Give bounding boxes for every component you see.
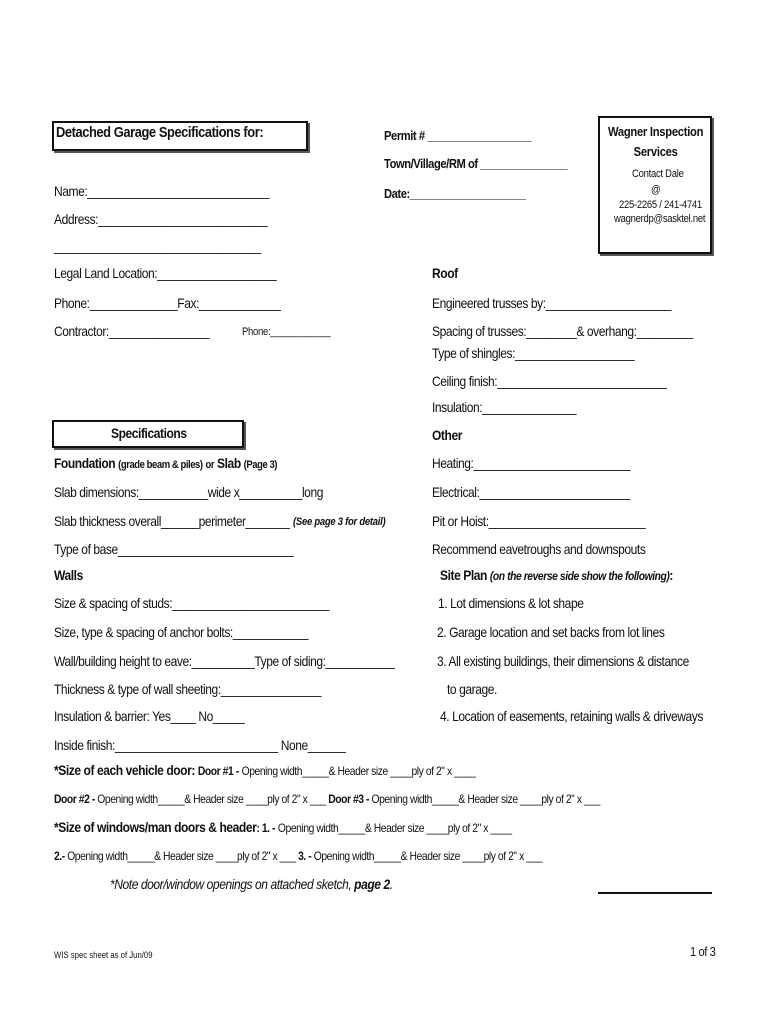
door2-field[interactable]: Opening width_____& Header size ____ply of 2" x ___ bbox=[97, 792, 326, 806]
slab-label: Slab bbox=[217, 455, 241, 471]
page-title: Detached Garage Specifications for: bbox=[56, 124, 264, 141]
vehicle-door-line bbox=[54, 762, 475, 778]
wall-insulation-field[interactable]: Insulation & barrier: Yes____ No_____ bbox=[54, 708, 245, 724]
window1-field[interactable]: Opening width_____& Header size ____ply of 2" x ____ bbox=[277, 821, 512, 835]
specifications-heading: Specifications bbox=[111, 425, 187, 441]
sketch-note-page: page 2 bbox=[354, 876, 390, 892]
foundation-page-ref: (Page 3) bbox=[243, 459, 278, 471]
wall-sheeting-field[interactable]: Thickness & type of wall sheeting:________________ bbox=[54, 681, 322, 697]
site-plan-item: 1. Lot dimensions & lot shape bbox=[438, 595, 584, 611]
inspector-name: Wagner Inspection Services bbox=[607, 124, 704, 159]
walls-heading: Walls bbox=[54, 567, 83, 583]
legal-land-field[interactable]: Legal Land Location:___________________ bbox=[54, 265, 277, 281]
door3-label: Door #3 - bbox=[328, 792, 370, 806]
door1-label: Door #1 - bbox=[197, 764, 239, 778]
site-plan-item: 2. Garage location and set backs from lot lines bbox=[437, 624, 665, 640]
vehicle-door-label: *Size of each vehicle door: bbox=[54, 762, 195, 778]
heating-field[interactable]: Heating:_________________________ bbox=[432, 455, 631, 471]
slab-note: (See page 3 for detail) bbox=[293, 516, 386, 528]
site-plan-heading bbox=[440, 567, 673, 583]
sketch-note-end: . bbox=[389, 876, 393, 892]
name-field[interactable]: Name:_____________________________ bbox=[54, 183, 270, 199]
site-plan-note: (on the reverse side show the following) bbox=[489, 569, 670, 583]
roof-heading: Roof bbox=[432, 265, 458, 281]
site-plan-item: 4. Location of easements, retaining walls & driveways bbox=[440, 708, 703, 724]
wall-height-field[interactable]: Wall/building height to eave:__________Type of siding:___________ bbox=[54, 653, 395, 669]
windows-label: *Size of windows/man doors & header bbox=[54, 819, 257, 835]
door3-field[interactable]: Opening width_____& Header size ____ply of 2" x ___ bbox=[371, 792, 600, 806]
window2-label: 2.- bbox=[54, 849, 65, 863]
phone-fax-field[interactable]: Phone:______________Fax:_____________ bbox=[54, 295, 281, 311]
signature-line bbox=[598, 892, 712, 894]
door2-label: Door #2 - bbox=[54, 792, 95, 806]
truss-spacing-field[interactable]: Spacing of trusses:________& overhang:_________ bbox=[432, 323, 693, 339]
inspector-email: wagnerdp@sasktel.net bbox=[614, 213, 706, 225]
ceiling-field[interactable]: Ceiling finish:___________________________ bbox=[432, 373, 667, 389]
site-plan-label: Site Plan bbox=[440, 567, 487, 583]
pit-hoist-field[interactable]: Pit or Hoist:_________________________ bbox=[432, 513, 646, 529]
window1-label: : 1. - bbox=[256, 821, 276, 835]
foundation-line bbox=[54, 455, 277, 471]
trusses-field[interactable]: Engineered trusses by:____________________ bbox=[432, 295, 672, 311]
page-number: 1 of 3 bbox=[690, 944, 716, 959]
inspector-phone: 225-2265 / 241-4741 bbox=[619, 199, 702, 211]
address-line-2[interactable]: _________________________________ bbox=[54, 238, 261, 254]
inside-finish-field[interactable]: Inside finish:__________________________ None______ bbox=[54, 737, 346, 753]
site-plan-item: to garage. bbox=[447, 681, 497, 697]
foundation-label: Foundation bbox=[54, 455, 116, 471]
slab-thickness-field[interactable]: Slab thickness overall______perimeter_______ bbox=[54, 513, 290, 529]
studs-field[interactable]: Size & spacing of studs:_________________________ bbox=[54, 595, 329, 611]
town-field[interactable]: Town/Village/RM of _______________ bbox=[384, 156, 568, 171]
inspector-at: @ bbox=[651, 184, 661, 196]
site-plan-colon: : bbox=[669, 567, 673, 583]
window2-field[interactable]: Opening width_____& Header size ____ply of 2" x ___ bbox=[67, 849, 296, 863]
sketch-note-text: *Note door/window openings on attached sketch, bbox=[110, 876, 352, 892]
window3-field[interactable]: Opening width_____& Header size ____ply of 2" x ___ bbox=[313, 849, 543, 863]
window3-label: 3. - bbox=[298, 849, 312, 863]
sketch-note bbox=[110, 876, 393, 892]
base-type-field[interactable]: Type of base____________________________ bbox=[54, 541, 294, 557]
windows-2-3-line bbox=[54, 849, 542, 863]
windows-line bbox=[54, 819, 512, 835]
anchor-bolts-field[interactable]: Size, type & spacing of anchor bolts:____________ bbox=[54, 624, 309, 640]
footer-version: WIS spec sheet as of Jun/09 bbox=[54, 950, 153, 960]
shingles-field[interactable]: Type of shingles:___________________ bbox=[432, 345, 635, 361]
eavetrough-note: Recommend eavetroughs and downspouts bbox=[432, 541, 646, 557]
foundation-type: (grade beam & piles) bbox=[118, 459, 203, 471]
electrical-field[interactable]: Electrical:________________________ bbox=[432, 484, 630, 500]
roof-insulation-field[interactable]: Insulation:_______________ bbox=[432, 399, 577, 415]
other-heading: Other bbox=[432, 427, 462, 443]
contractor-phone-field[interactable]: Phone:____________ bbox=[242, 326, 331, 338]
door2-door3-line bbox=[54, 792, 600, 806]
contractor-field[interactable]: Contractor:________________ bbox=[54, 323, 210, 339]
inspector-contact: Contact Dale bbox=[632, 168, 684, 180]
address-field[interactable]: Address:___________________________ bbox=[54, 211, 268, 227]
date-field[interactable]: Date:____________________ bbox=[384, 186, 526, 201]
permit-field[interactable]: Permit # __________________ bbox=[384, 128, 532, 143]
site-plan-item: 3. All existing buildings, their dimensions & distance bbox=[437, 653, 689, 669]
door1-field[interactable]: Opening width_____& Header size ____ply of 2" x ____ bbox=[241, 764, 476, 778]
foundation-or: or bbox=[205, 459, 215, 471]
slab-dimensions-field[interactable]: Slab dimensions:___________wide x__________long bbox=[54, 484, 323, 500]
